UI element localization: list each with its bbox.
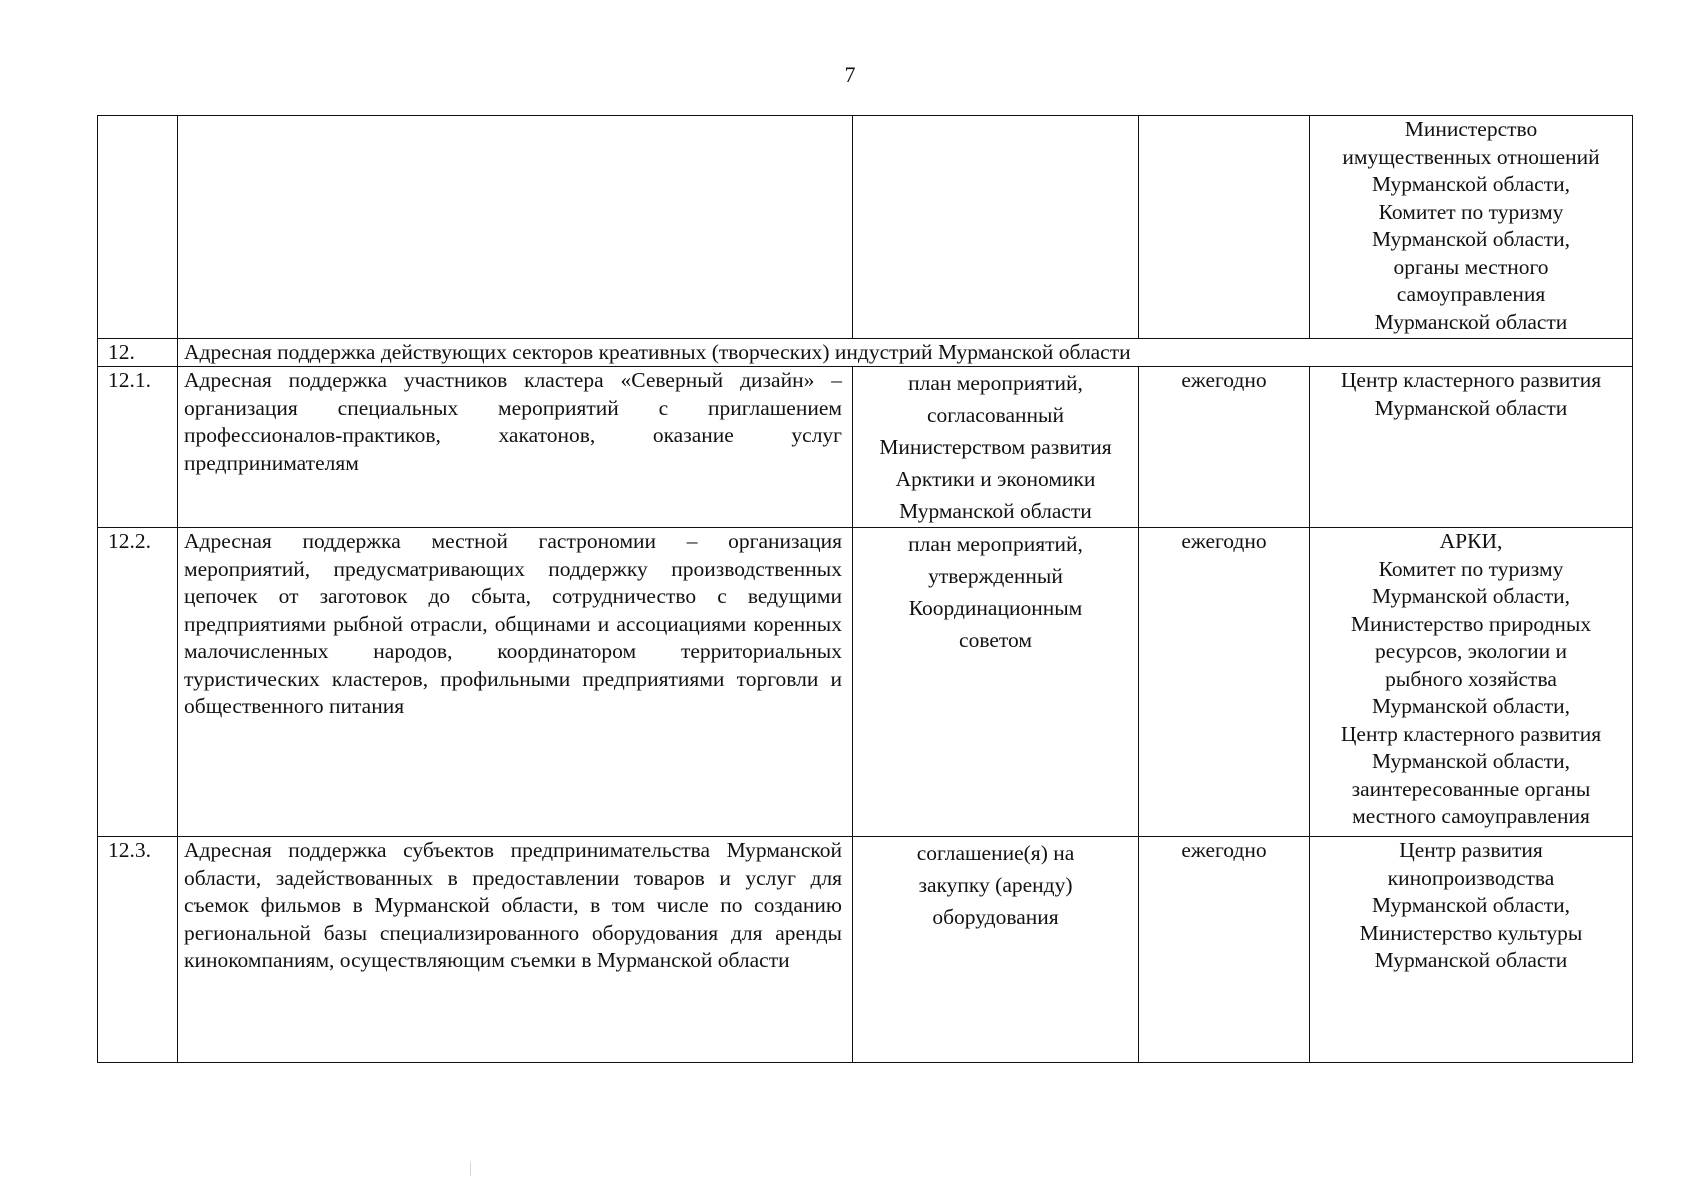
- responsible-line: Центр кластерного развития: [1340, 368, 1602, 392]
- document-line: оборудования: [932, 905, 1059, 929]
- row-number: 12.2.: [98, 528, 178, 837]
- document-line: Министерством развития: [879, 435, 1112, 459]
- responsible-line: Мурманской области,: [1371, 694, 1571, 718]
- row-number: [98, 116, 178, 339]
- section-number: 12.: [98, 339, 178, 367]
- row-responsible: [1310, 837, 1633, 1063]
- document-line: утвержденный: [928, 564, 1063, 588]
- document-line: согласованный: [927, 403, 1064, 427]
- table-row: [98, 367, 1633, 528]
- document-line: Арктики и экономики: [895, 467, 1096, 491]
- responsible-line: Мурманской области: [1374, 948, 1568, 972]
- page-number: 7: [844, 62, 856, 87]
- responsible-line: Центр кластерного развития: [1340, 721, 1602, 746]
- row-document: [853, 367, 1139, 528]
- measures-table: [97, 115, 1633, 1063]
- row-description: Адресная поддержка субъектов предпринимательства Мурманской области, задействованных в предоставлении товаров и услуг для съемок фильмов в Мурманской области, в том числе по созданию региональной базы специализированного оборудования для аренды кинокомпаниям, осуществляющим съемки в Мурманской области: [178, 837, 853, 1063]
- responsible-line: Центр развития: [1399, 838, 1543, 862]
- responsible-line: Мурманской области,: [1371, 749, 1571, 773]
- document-line: Мурманской области: [899, 499, 1092, 523]
- responsible-line: Мурманской области,: [1371, 893, 1571, 917]
- row-number: 12.1.: [98, 367, 178, 528]
- row-responsible: [1310, 528, 1633, 837]
- row-term: ежегодно: [1139, 528, 1310, 837]
- responsible-line: Мурманской области,: [1371, 172, 1571, 196]
- responsible-line: рыбного хозяйства: [1385, 666, 1557, 691]
- responsible-line: имущественных отношений: [1342, 144, 1600, 169]
- table-row: [98, 528, 1633, 837]
- row-description: [178, 116, 853, 339]
- responsible-line: Министерство: [1404, 117, 1538, 141]
- responsible-line: ресурсов, экологии и: [1374, 639, 1568, 663]
- row-document: [853, 837, 1139, 1063]
- row-description: Адресная поддержка участников кластера «Северный дизайн» – организация специальных мероприятий с приглашением профессионалов-практиков, хакатонов, оказание услуг предпринимателям: [178, 367, 853, 528]
- table-row: [98, 837, 1633, 1063]
- responsible-line: Мурманской области: [1374, 395, 1568, 420]
- row-term: [1139, 116, 1310, 339]
- row-description: Адресная поддержка местной гастрономии – организация мероприятий, предусматривающих поддержку производственных цепочек от заготовок до сбыта, сотрудничество с ведущими предприятиями рыбной отрасли, общинами и ассоциациями коренных малочисленных народов, координатором территориальных туристических кластеров, профильными предприятиями торговли и общественного питания: [178, 528, 853, 837]
- document-line: план мероприятий,: [908, 371, 1083, 395]
- responsible-line: самоуправления: [1396, 282, 1546, 306]
- row-responsible: [1310, 116, 1633, 339]
- responsible-line: Мурманской области,: [1371, 227, 1571, 251]
- responsible-line: кинопроизводства: [1387, 865, 1555, 890]
- row-number: 12.3.: [98, 837, 178, 1063]
- responsible-line: заинтересованные органы: [1351, 776, 1591, 801]
- section-title: Адресная поддержка действующих секторов креативных (творческих) индустрий Мурманской области: [178, 339, 1633, 367]
- section-row: [98, 339, 1633, 367]
- document-line: закупку (аренду): [918, 873, 1073, 897]
- scan-artifact: [470, 1162, 471, 1176]
- row-term: ежегодно: [1139, 367, 1310, 528]
- row-responsible: [1310, 367, 1633, 528]
- responsible-line: Министерство культуры: [1359, 920, 1583, 945]
- document-line: советом: [959, 628, 1032, 652]
- responsible-line: органы местного: [1393, 254, 1549, 279]
- document-line: Координационным: [908, 596, 1083, 620]
- responsible-line: Министерство природных: [1350, 611, 1592, 636]
- responsible-line: Мурманской области,: [1371, 584, 1571, 608]
- row-term: ежегодно: [1139, 837, 1310, 1063]
- responsible-line: Мурманской области: [1374, 309, 1568, 334]
- table-row-continuation: [98, 116, 1633, 339]
- document-line: соглашение(я) на: [916, 841, 1075, 865]
- row-document: [853, 116, 1139, 339]
- row-document: [853, 528, 1139, 837]
- responsible-line: АРКИ,: [1439, 529, 1503, 553]
- responsible-line: Комитет по туризму: [1378, 199, 1564, 224]
- responsible-line: местного самоуправления: [1352, 804, 1590, 828]
- responsible-line: Комитет по туризму: [1378, 556, 1564, 581]
- document-line: план мероприятий,: [908, 532, 1083, 556]
